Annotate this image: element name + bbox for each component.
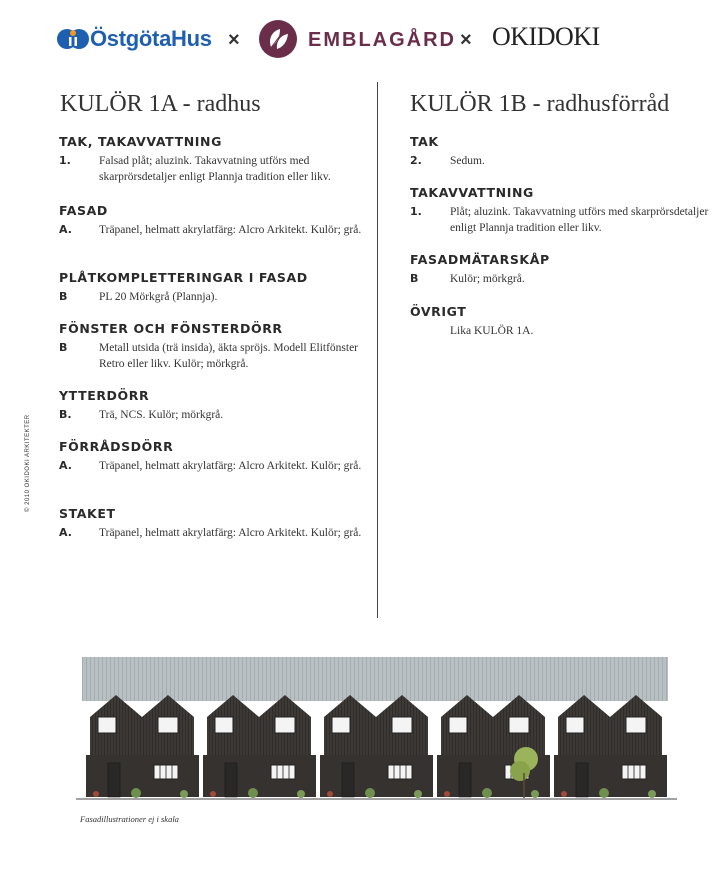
figure-caption: Fasadillustrationer ej i skala (80, 814, 179, 824)
spec-section (59, 506, 367, 541)
spec-code: B (59, 341, 68, 354)
spec-text: Sedum. (450, 155, 485, 167)
flower-shrub (93, 791, 99, 797)
copyright-text: © 2010 OKIDOKI ARKITEKTER (25, 414, 31, 512)
flower-shrub (561, 791, 567, 797)
spec-code: A. (59, 459, 72, 472)
spec-section (410, 304, 710, 339)
section-title: TAK (410, 134, 439, 149)
emblagard-logo (258, 19, 298, 64)
ostgotahus-wordmark: ÖstgötaHus (90, 26, 212, 51)
okidoki-logo: OKIDOKI (492, 22, 600, 51)
section-title: FÖNSTER OCH FÖNSTERDÖRR (59, 321, 283, 336)
spec-section (59, 388, 367, 423)
door (225, 763, 237, 797)
spec-section (59, 134, 367, 185)
spec-section (410, 185, 710, 236)
spec-code: 1. (59, 154, 71, 167)
door (576, 763, 588, 797)
shrub (365, 788, 375, 798)
spec-code: B (410, 272, 419, 285)
section-title: TAK, TAKAVVATTNING (59, 134, 222, 149)
spec-code: A. (59, 526, 72, 539)
door (342, 763, 354, 797)
emblagard-leaf-icon (258, 19, 298, 59)
spec-section (410, 252, 710, 287)
door (459, 763, 471, 797)
ostgotahus-mark-icon (56, 28, 90, 50)
spec-section (410, 134, 710, 169)
section-title: FÖRRÅDSDÖRR (59, 439, 174, 454)
logo-separator: × (228, 29, 240, 51)
spec-text: Kulör; mörkgrå. (450, 273, 525, 285)
window (215, 717, 233, 733)
shrub (531, 790, 539, 798)
column-divider (377, 82, 378, 618)
spec-text: PL 20 Mörkgrå (Plannja). (99, 291, 218, 303)
spec-code: 2. (410, 154, 422, 167)
door (108, 763, 120, 797)
shrub (648, 790, 656, 798)
shrub (297, 790, 305, 798)
section-title: FASADMÄTARSKÅP (410, 252, 550, 267)
spec-section (59, 270, 367, 305)
tree (510, 761, 530, 781)
shrub (131, 788, 141, 798)
spec-code: B. (59, 408, 72, 421)
spec-code (410, 323, 450, 339)
shrub (180, 790, 188, 798)
spec-section (59, 203, 367, 238)
section-title: TAKAVVATTNING (410, 185, 534, 200)
spec-code: A. (59, 223, 72, 236)
spec-section (59, 321, 367, 372)
spec-section (59, 439, 367, 474)
shrub (482, 788, 492, 798)
spec-text: Träpanel, helmatt akrylatfärg: Alcro Arkitekt. Kulör; grå. (99, 224, 362, 236)
spec-code: B (59, 290, 68, 303)
section-title: STAKET (59, 506, 116, 521)
window (275, 717, 295, 733)
spec-text: Metall utsida (trä insida), äkta spröjs. Modell Elitfönster Retro eller likv. Kulör; mörkgrå. (99, 342, 359, 370)
window (98, 717, 116, 733)
facade-illustration (74, 655, 679, 803)
emblagard-wordmark: EMBLAGÅRD (308, 29, 456, 51)
spec-text: Falsad plåt; aluzink. Takavvatning utförs med skarprörsdetaljer enligt Plannja tradition eller likv. (99, 155, 331, 183)
spec-text: Lika KULÖR 1A. (450, 325, 534, 337)
spec-text: Träpanel, helmatt akrylatfärg: Alcro Arkitekt. Kulör; grå. (99, 527, 362, 539)
window (509, 717, 529, 733)
section-title: FASAD (59, 203, 108, 218)
logo-separator: × (460, 29, 472, 51)
window (332, 717, 350, 733)
spec-text: Plåt; aluzink. Takavvatning utförs med skarprörsdetaljer enligt Plannja tradition eller likv. (450, 206, 709, 234)
shrub (599, 788, 609, 798)
spec-text: Trä, NCS. Kulör; mörkgrå. (99, 409, 224, 421)
shrub (414, 790, 422, 798)
flower-shrub (444, 791, 450, 797)
window (626, 717, 646, 733)
shrub (248, 788, 258, 798)
spec-text: Träpanel, helmatt akrylatfärg: Alcro Arkitekt. Kulör; grå. (99, 460, 362, 472)
section-title: PLÅTKOMPLETTERINGAR I FASAD (59, 270, 308, 285)
window (392, 717, 412, 733)
flower-shrub (327, 791, 333, 797)
sedum-roof (82, 657, 668, 701)
left-heading: KULÖR 1A - radhus (60, 91, 261, 117)
window (566, 717, 584, 733)
window (158, 717, 178, 733)
ostgotahus-logo (56, 24, 212, 54)
right-heading: KULÖR 1B - radhusförråd (410, 91, 670, 117)
window (449, 717, 467, 733)
section-title: ÖVRIGT (410, 304, 467, 319)
spec-code: 1. (410, 205, 422, 218)
flower-shrub (210, 791, 216, 797)
section-title: YTTERDÖRR (59, 388, 150, 403)
